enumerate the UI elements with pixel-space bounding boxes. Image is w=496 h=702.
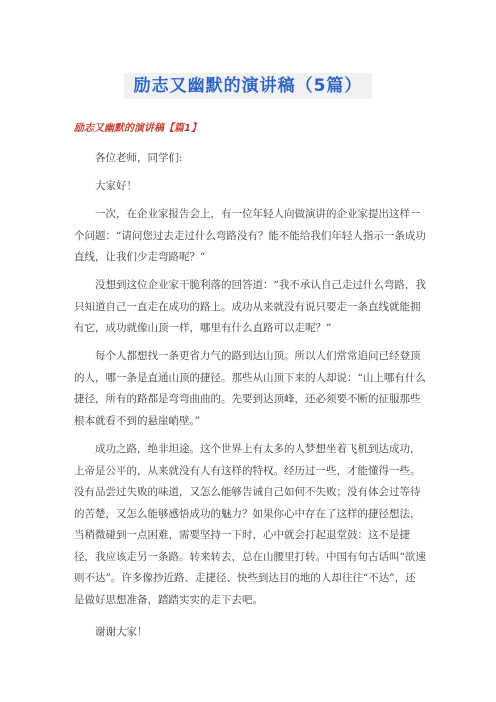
document-title: 励志又幽默的演讲稿（5篇）: [124, 73, 373, 99]
paragraph-block-4: [74, 275, 426, 340]
paragraph: 成功之路，绝非坦途。这个世界上有太多的人梦想坐着飞机到达成功，上帝是公平的，从来就没有人有这样的特权。经历过一些，才能懂得一些。没有品尝过失败的味道，又怎么能够告诫自己如何不失败；没有体会过等待的苦楚，又怎么能够感悟成功的魅力？如果你心中存在了这样的捷径想法，当稍微碰到一点困难，需要坚持一下时，心中就会打起退堂鼓：这不是捷径，我应该走另一条路。转来转去，总在山腰里打转。中国有句古话叫“欲速则不达”。许多像抄近路、走捷径、快些到达目的地的人却往往“不达”，还是做好思想准备，踏踏实实的走下去吧。: [74, 443, 426, 606]
title-container: [0, 73, 496, 99]
paragraph: 每个人都想找一条更省力气的路到达山顶。所以人们常常追问已经登顶的人，哪一条是直通山顶的捷径。那些从山顶下来的人却说：“山上哪有什么捷径，所有的路都是弯弯曲曲的。先要到达顶峰，还必须要不断的征服那些根本就看不到的悬崖峭壁。”: [74, 350, 426, 427]
paragraph-block-3: [74, 204, 426, 269]
paragraph-block-6: [74, 439, 426, 611]
paragraph: 谢谢大家！: [95, 626, 148, 638]
section-heading: 励志又幽默的演讲稿【篇1】: [74, 123, 201, 134]
paragraph-block-2: [74, 176, 426, 198]
paragraph-block-7: [74, 622, 426, 644]
paragraph: 没想到这位企业家干脆利落的回答道：“我不承认自己走过什么弯路，我只知道自己一直走在成功的路上。成功从来就没有说只要走一条直线就能拥有它，成功就像山顶一样，哪里有什么直路可以走呢？”: [74, 279, 426, 334]
paragraph: 大家好！: [95, 180, 137, 192]
paragraph-block-1: [74, 148, 426, 170]
paragraph-block-5: [74, 346, 426, 432]
paragraph: 各位老师，同学们:: [95, 152, 183, 164]
paragraph: 一次，在企业家报告会上，有一位年轻人向做演讲的企业家提出这样一个问题：“请问您过去走过什么弯路没有？能不能给我们年轻人指示一条成功直线，让我们少走弯路呢？”: [74, 208, 426, 263]
